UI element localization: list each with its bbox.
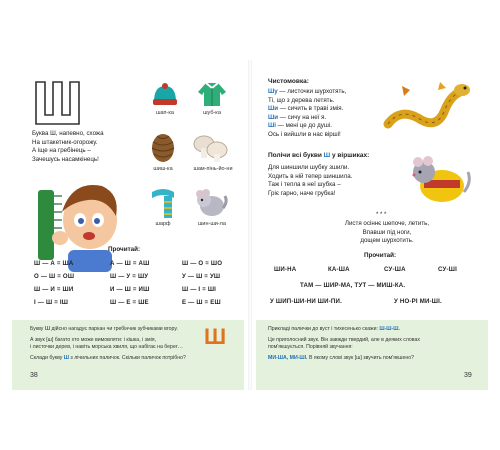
chinchilla-poem: Для шиншили шубку зшили. Ходить в ній тепер шиншила. Таж і тепла в неї шубка – Гріє гарно, наче грубка! [268,164,353,197]
tongue-twister: Шу — листочки шурхотять, Ті, що з дерева летять. Ши — сичить в траві змія. Ши — сичу на неї я. Ші — мені це до душі. Ось і вийшли в нас вірші! [268,88,347,138]
word-caption: шам-пінь-йо-ни [193,166,233,172]
syllable-cell: И — Ш = ИШ [110,286,150,293]
syllable-cell: І — Ш = ІШ [34,299,69,306]
syllable-cell: Ш — Е = ШЕ [110,299,149,306]
boy-with-comb-icon [32,172,122,272]
word-caption: шап-ка [156,110,174,116]
big-letter-sh-icon [32,80,92,125]
syllable-cell: У — Ш = УШ [182,273,221,280]
read-sentence: У НО-РІ МИ-ШІ. [394,298,442,305]
letter-poem [32,130,104,164]
read-word: СУ-ШІ [438,266,457,273]
syllable-cell: А — Ш = АШ [110,260,150,267]
word-caption: шин-ши-ла [198,221,226,227]
poem-line: Буква Ш, напевно, схожа [32,130,104,137]
leaf-poem: Листя осіннє шепоче, летить, Впавши під ноги, дощем шурхотить. [344,220,430,245]
page-number: 39 [464,372,472,379]
right-info-band [256,320,488,390]
left-band-text: Букву Ш дійсно нагадує паркан чи гребінчик зубчиками вгору. А звук [ш] багато хто може вимовляти: і кішка, і змія, і листочки дерев, і навіть морська хвиля, що набігає на берег… Склади букву Ш з лічильних паличок. Скільки паличок потрібно? [30,326,186,361]
syllable-cell: Ш — О = ШО [182,260,223,267]
stars-divider: * * * [376,212,387,218]
scarf-icon [148,186,178,220]
find-letters-title: Полічи всі букви Ш у віршиках: [268,152,370,159]
read-word: СУ-ША [384,266,406,273]
read-sentence: ТАМ — ШИР-МА, ТУТ — МИШ-КА. [300,282,406,289]
orange-letter-sh: Ш [204,324,227,349]
word-caption: шиш-ка [153,166,173,172]
syllable-cell: О — Ш = ОШ [34,273,75,280]
hat-icon [150,82,180,108]
poem-line: Зачешусь насамкінець! [32,155,99,163]
snake-icon [380,78,472,136]
read-word: КА-ША [328,266,350,273]
word-caption: шарф [155,221,171,227]
page-fold [248,60,252,390]
syllable-cell: Ш — А = ША [34,260,74,267]
right-band-text: Прикладі палички до вуст і тихесенько скажи: Ш-Ш-Ш. Це приголосний звук. Він завжди твердий, але в деяких словах пом'якшується. Порівняй звучання: МИ-ША, МИ-ШІ. В якому слові звук [ш] звучить пом'якшено? [268,326,420,361]
chinchilla-icon [194,188,228,218]
mouse-in-coat-icon [406,152,472,208]
read-title: Прочитай: [108,246,141,253]
right-page [256,60,488,390]
mushrooms-icon [192,132,228,164]
tongue-twister-title: Чистомовка: [268,78,309,85]
syllable-cell: Е — Ш = ЕШ [182,299,221,306]
left-info-band [12,320,244,390]
poem-line: На штакетник-огорожу. [32,138,98,146]
syllable-cell: Ш — И = ШИ [34,286,74,293]
syllable-cell: Ш — У = ШУ [110,273,149,280]
read-word: ШИ-НА [274,266,297,273]
poem-line: А іще на гребінець – [32,147,91,155]
syllable-cell: Ш — І = ШІ [182,286,217,293]
word-caption: шуб-ка [203,110,221,116]
coat-icon [196,80,228,108]
left-page [12,60,244,390]
pinecone-icon [147,130,179,164]
page-number: 38 [30,372,38,379]
read-title: Прочитай: [364,252,397,259]
book-spread [12,60,488,390]
read-sentence: У ШИП-ШИ-НИ ШИ-ПИ. [270,298,342,305]
